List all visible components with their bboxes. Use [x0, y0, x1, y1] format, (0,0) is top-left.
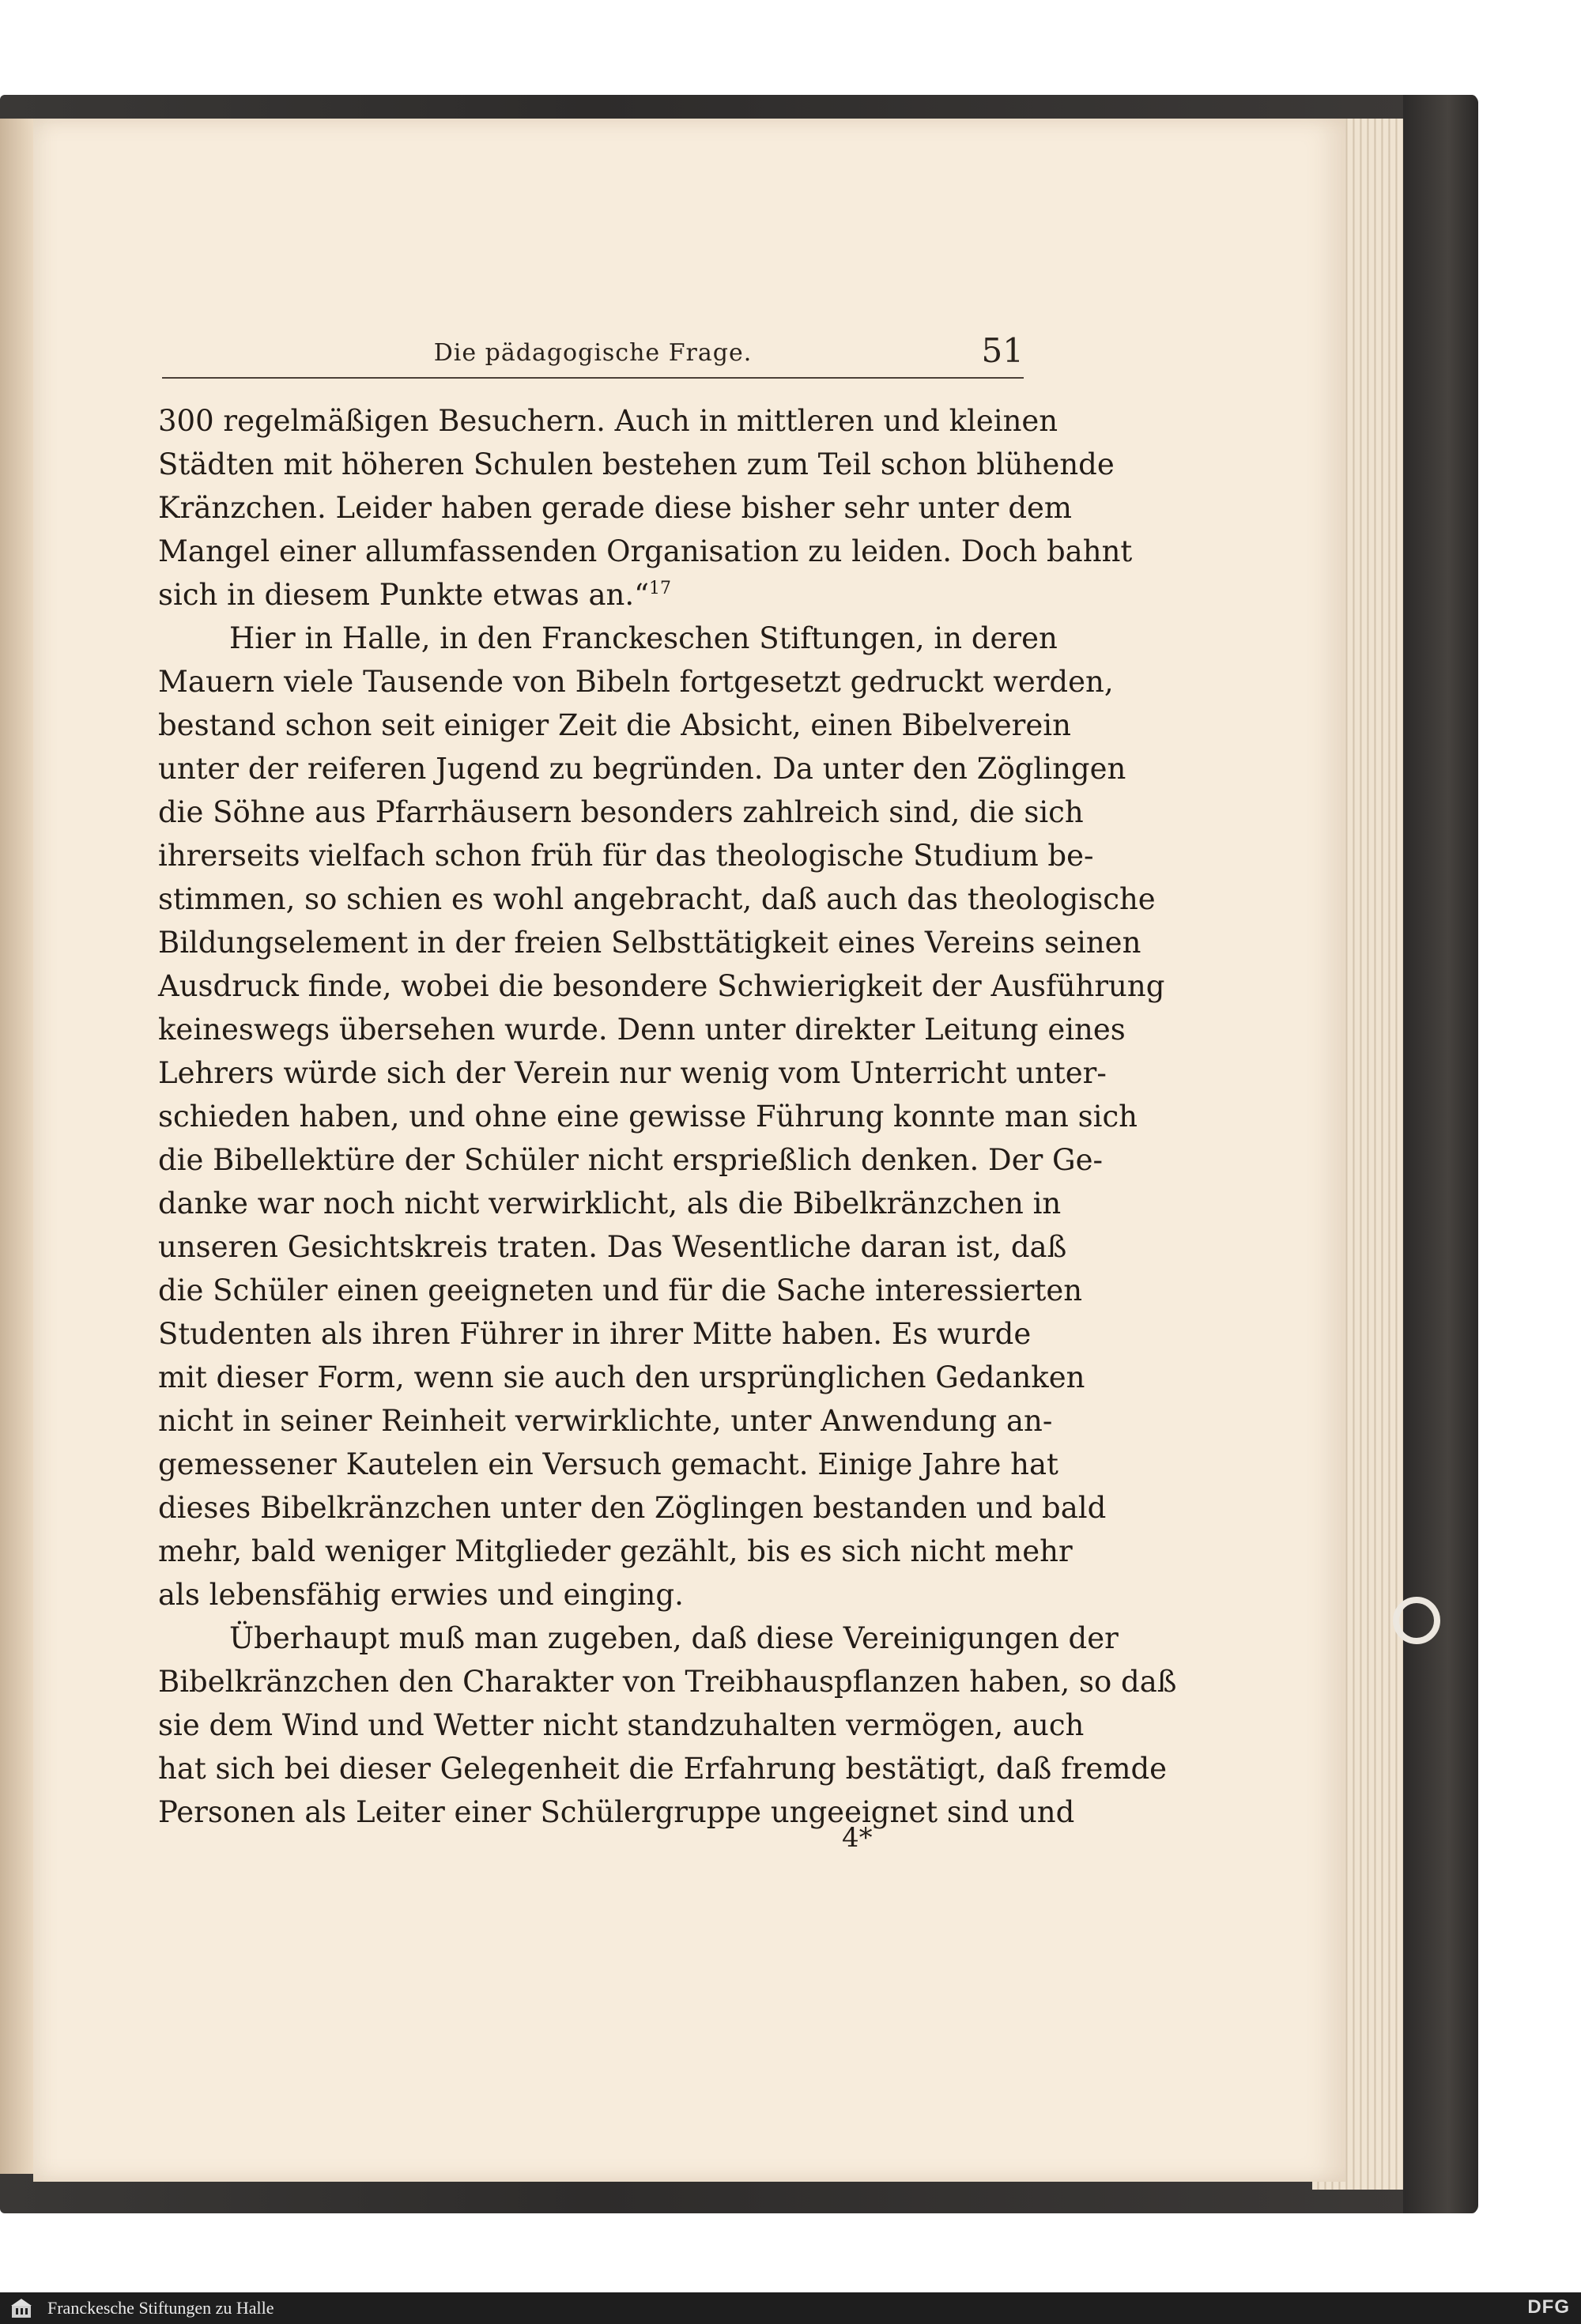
book-cover-edge	[1403, 95, 1478, 2213]
text-line: danke war noch nicht verwirklicht, als die Bibelkränzchen in	[158, 1187, 1062, 1220]
text-line: Lehrers würde sich der Verein nur wenig vom Unterricht unter-	[158, 1056, 1107, 1090]
text-line: sich in diesem Punkte etwas an.“$^{17}$	[158, 578, 672, 612]
text-line: Kränzchen. Leider haben gerade diese bisher sehr unter dem	[158, 491, 1073, 525]
signature-mark: 4*	[842, 1822, 873, 1854]
running-title: Die pädagogische Frage.	[433, 339, 753, 367]
text-line: die Bibellektüre der Schüler nicht ersprießlich denken. Der Ge-	[158, 1143, 1104, 1177]
text-line: Hier in Halle, in den Franckeschen Stiftungen, in deren	[229, 621, 1058, 655]
text-line: bestand schon seit einiger Zeit die Absicht, einen Bibelverein	[158, 708, 1071, 742]
text-line: die Schüler einen geeigneten und für die Sache interessierten	[158, 1273, 1083, 1307]
text-line: Mauern viele Tausende von Bibeln fortgesetzt gedruckt werden,	[158, 665, 1114, 699]
institution-logo-icon	[9, 2297, 33, 2319]
paragraph	[158, 1617, 1177, 1834]
text-line: ihrerseits vielfach schon früh für das theologische Studium be-	[158, 839, 1094, 873]
text-line: als lebensfähig erwies und einging.	[158, 1578, 684, 1612]
text-line: unter der reiferen Jugend zu begründen. Da unter den Zöglingen	[158, 752, 1126, 786]
text-line: stimmen, so schien es wohl angebracht, daß auch das theologische	[158, 882, 1156, 916]
paragraph	[158, 617, 1165, 1617]
text-line: Überhaupt muß man zugeben, daß diese Vereinigungen der	[229, 1621, 1119, 1655]
left-page-edge	[0, 119, 33, 2174]
footnote-reference[interactable]: 17	[649, 579, 672, 598]
text-line: Ausdruck finde, wobei die besondere Schwierigkeit der Ausführung	[158, 969, 1165, 1003]
text-line: schieden haben, und ohne eine gewisse Führung konnte man sich	[158, 1100, 1138, 1134]
dfg-logo: DFG	[1527, 2296, 1570, 2318]
text-line: nicht in seiner Reinheit verwirklichte, unter Anwendung an-	[158, 1404, 1053, 1438]
text-line: Bibelkränzchen den Charakter von Treibhauspflanzen haben, so daß	[158, 1665, 1177, 1699]
text-line: Bildungselement in der freien Selbsttätigkeit eines Vereins seinen	[158, 926, 1141, 960]
text-line: dieses Bibelkränzchen unter den Zöglingen bestanden und bald	[158, 1491, 1107, 1525]
text-line: die Söhne aus Pfarrhäusern besonders zahlreich sind, die sich	[158, 795, 1084, 829]
text-line: 300 regelmäßigen Besuchern. Auch in mittleren und kleinen	[158, 404, 1058, 438]
institution-name: Franckesche Stiftungen zu Halle	[47, 2298, 274, 2318]
text-line: mit dieser Form, wenn sie auch den ursprünglichen Gedanken	[158, 1360, 1085, 1394]
text-line: gemessener Kautelen ein Versuch gemacht. Einige Jahre hat	[158, 1447, 1058, 1481]
text-line: Studenten als ihren Führer in ihrer Mitte haben. Es wurde	[158, 1317, 1032, 1351]
body-text	[158, 399, 1177, 1834]
bookmark-loop	[1393, 1597, 1440, 1644]
text-line: Städten mit höheren Schulen bestehen zum Teil schon blühende	[158, 447, 1115, 481]
text-line: mehr, bald weniger Mitglieder gezählt, bis es sich nicht mehr	[158, 1534, 1073, 1568]
paragraph	[158, 399, 1133, 617]
running-head	[162, 331, 1024, 379]
text-line: unseren Gesichtskreis traten. Das Wesentliche daran ist, daß	[158, 1230, 1067, 1264]
text-line: hat sich bei dieser Gelegenheit die Erfahrung bestätigt, daß fremde	[158, 1752, 1168, 1786]
text-line: sie dem Wind und Wetter nicht standzuhalten vermögen, auch	[158, 1708, 1085, 1742]
text-line: Mangel einer allumfassenden Organisation zu leiden. Doch bahnt	[158, 534, 1133, 568]
page-number: 51	[981, 331, 1024, 370]
footer-bar	[0, 2292, 1581, 2324]
text-line: Personen als Leiter einer Schülergruppe ungeeignet sind und	[158, 1795, 1075, 1829]
text-line: keineswegs übersehen wurde. Denn unter direkter Leitung eines	[158, 1013, 1126, 1047]
